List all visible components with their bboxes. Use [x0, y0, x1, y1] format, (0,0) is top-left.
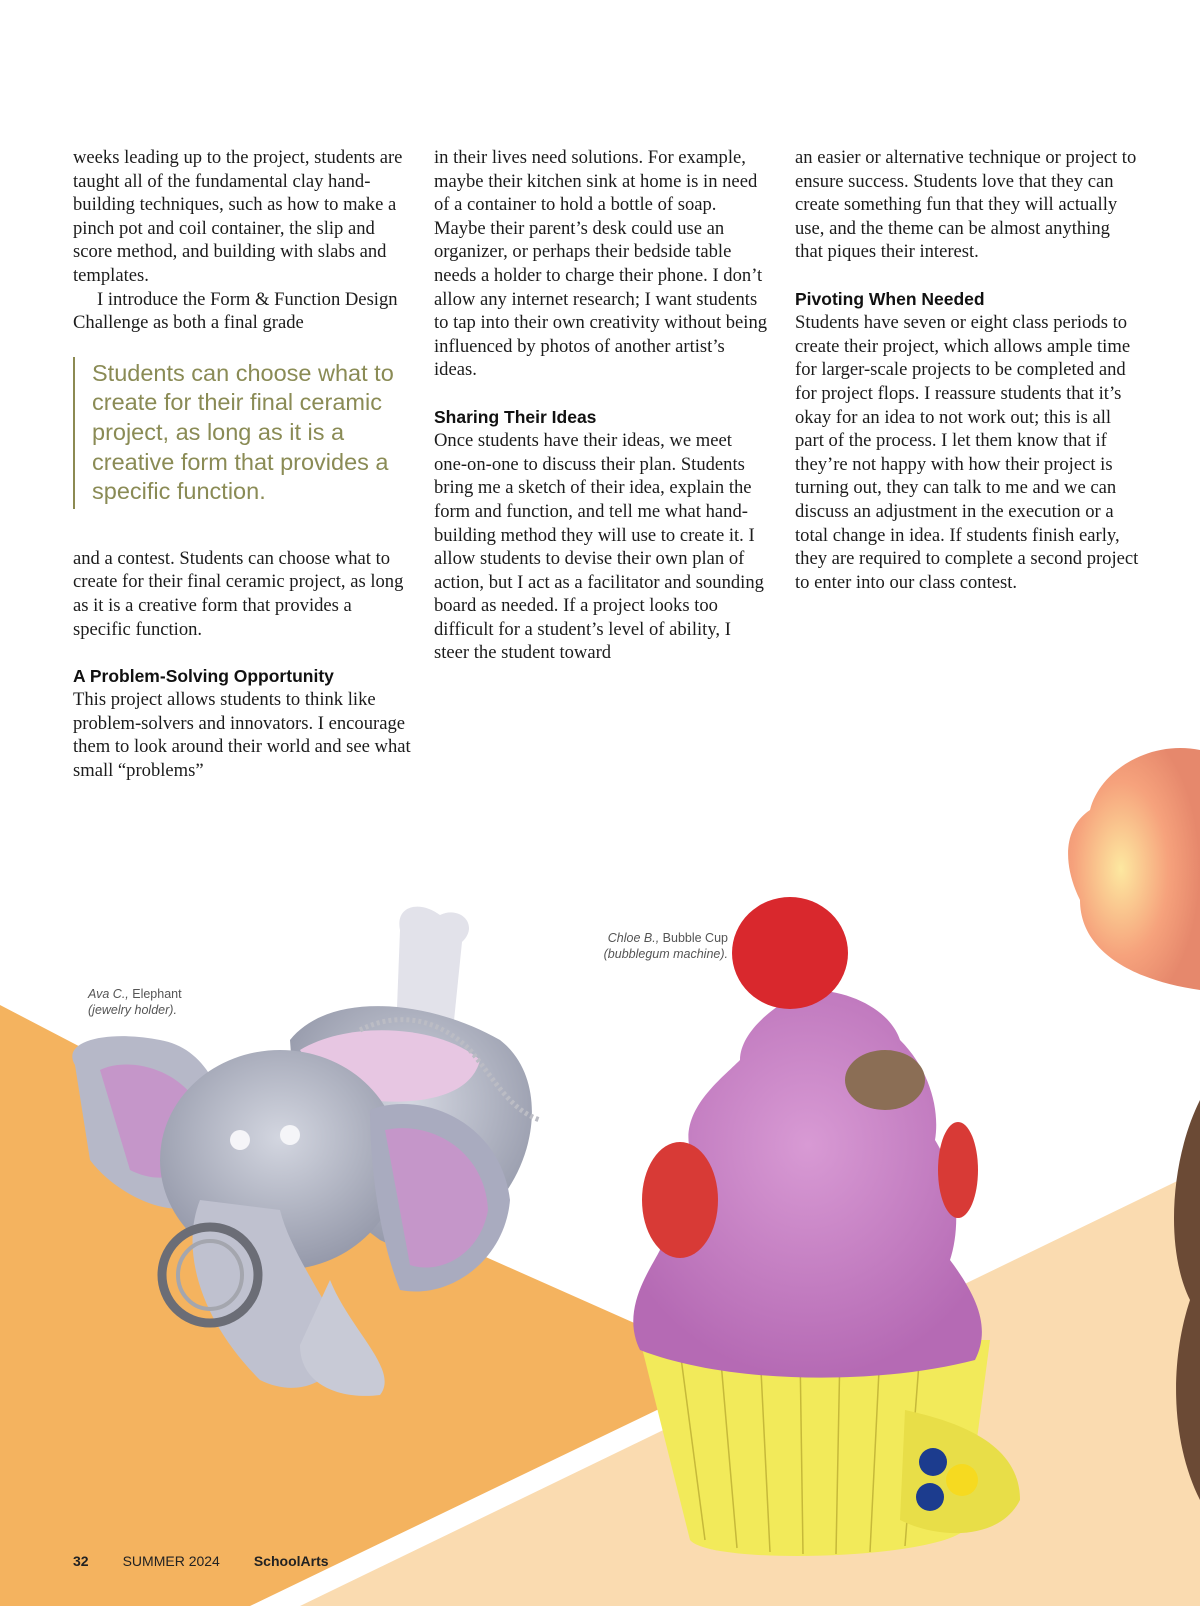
paragraph: in their lives need solutions. For example, maybe their kitchen sink at home is in need of a container to hold a bottle of soap. Maybe their parent’s desk could use an organizer, or perhaps their bedside table needs a holder to charge their phone. I don’t allow any internet research; I want students to tap into their own creativity without being influenced by photos of another artist’s ideas. — [434, 147, 768, 381]
gumball-blue-2 — [916, 1483, 944, 1511]
caption-artist: Chloe B., — [607, 931, 660, 945]
rose-flower — [1068, 748, 1200, 990]
gumball-yellow — [946, 1464, 978, 1496]
section-heading: Pivoting When Needed — [795, 288, 985, 309]
strawberry-top — [732, 897, 848, 1009]
paragraph: I introduce the Form & Function Design Challenge as both a final grade — [73, 288, 398, 334]
page-number: 32 — [73, 1553, 89, 1569]
gumball-blue-1 — [919, 1448, 947, 1476]
pull-quote: Students can choose what to create for their final ceramic project, as long as it is a creative form that provides a specific function. — [73, 357, 413, 509]
elephant-eye-right — [280, 1125, 300, 1145]
cupcake-bubblegum-machine — [633, 897, 1020, 1556]
elephant-jewelry-holder — [72, 907, 540, 1396]
caption-description: (bubblegum machine). — [603, 947, 728, 961]
magazine-name: SchoolArts — [253, 1553, 329, 1569]
paragraph: This project allows students to think like problem-solvers and innovators. I encourage them to look around their world and see what small “problems” — [73, 689, 411, 782]
caption-description: (jewelry holder). — [88, 1003, 177, 1017]
paragraph: and a contest. Students can choose what to create for their final ceramic project, as long as it is a creative form that provides a specific function. — [73, 547, 404, 640]
paragraph: an easier or alternative technique or project to ensure success. Students love that they can create something fun that they will actually use, and the theme can be almost anything that piques their interest. — [795, 147, 1137, 263]
caption-artist: Ava C., — [88, 987, 129, 1001]
frosting-opening — [845, 1050, 925, 1110]
caption-elephant — [88, 986, 182, 1018]
section-heading: A Problem-Solving Opportunity — [73, 665, 334, 686]
caption-bubble-cup — [578, 930, 728, 962]
rose-stem — [1174, 1100, 1200, 1500]
strawberry-right — [938, 1122, 978, 1218]
caption-title: Bubble Cup — [659, 931, 728, 945]
section-heading: Sharing Their Ideas — [434, 406, 597, 427]
elephant-eye-left — [230, 1130, 250, 1150]
caption-title: Elephant — [128, 987, 182, 1001]
paragraph: Once students have their ideas, we meet one-on-one to discuss their plan. Students bring me a sketch of their idea, explain the form and function, and tell me what hand-building method they will use to create it. I allow students to devise their own plan of action, but I act as a facilitator and sounding board as needed. If a project looks too difficult for a student’s level of ability, I steer the student toward — [434, 430, 764, 664]
paragraph: weeks leading up to the project, students are taught all of the fundamental clay hand-building techniques, such as how to make a pinch pot and coil container, the slip and score method, and building with slabs and templates. — [73, 147, 403, 286]
page-footer — [73, 1553, 329, 1569]
paragraph: Students have seven or eight class periods to create their project, which allows ample time for larger-scale projects to be completed and for project flops. I reassure students that it’s okay for an idea to not work out; this is all part of the process. I let them know that if they’re not happy with how their project is turning out, they can talk to me and we can discuss an adjustment in the execution or a total change in idea. If students finish early, they are required to complete a second project to enter into our class contest. — [795, 312, 1139, 593]
rose-sculpture — [1068, 748, 1200, 1500]
strawberry-left — [642, 1142, 718, 1258]
issue-date: SUMMER 2024 — [122, 1553, 220, 1569]
